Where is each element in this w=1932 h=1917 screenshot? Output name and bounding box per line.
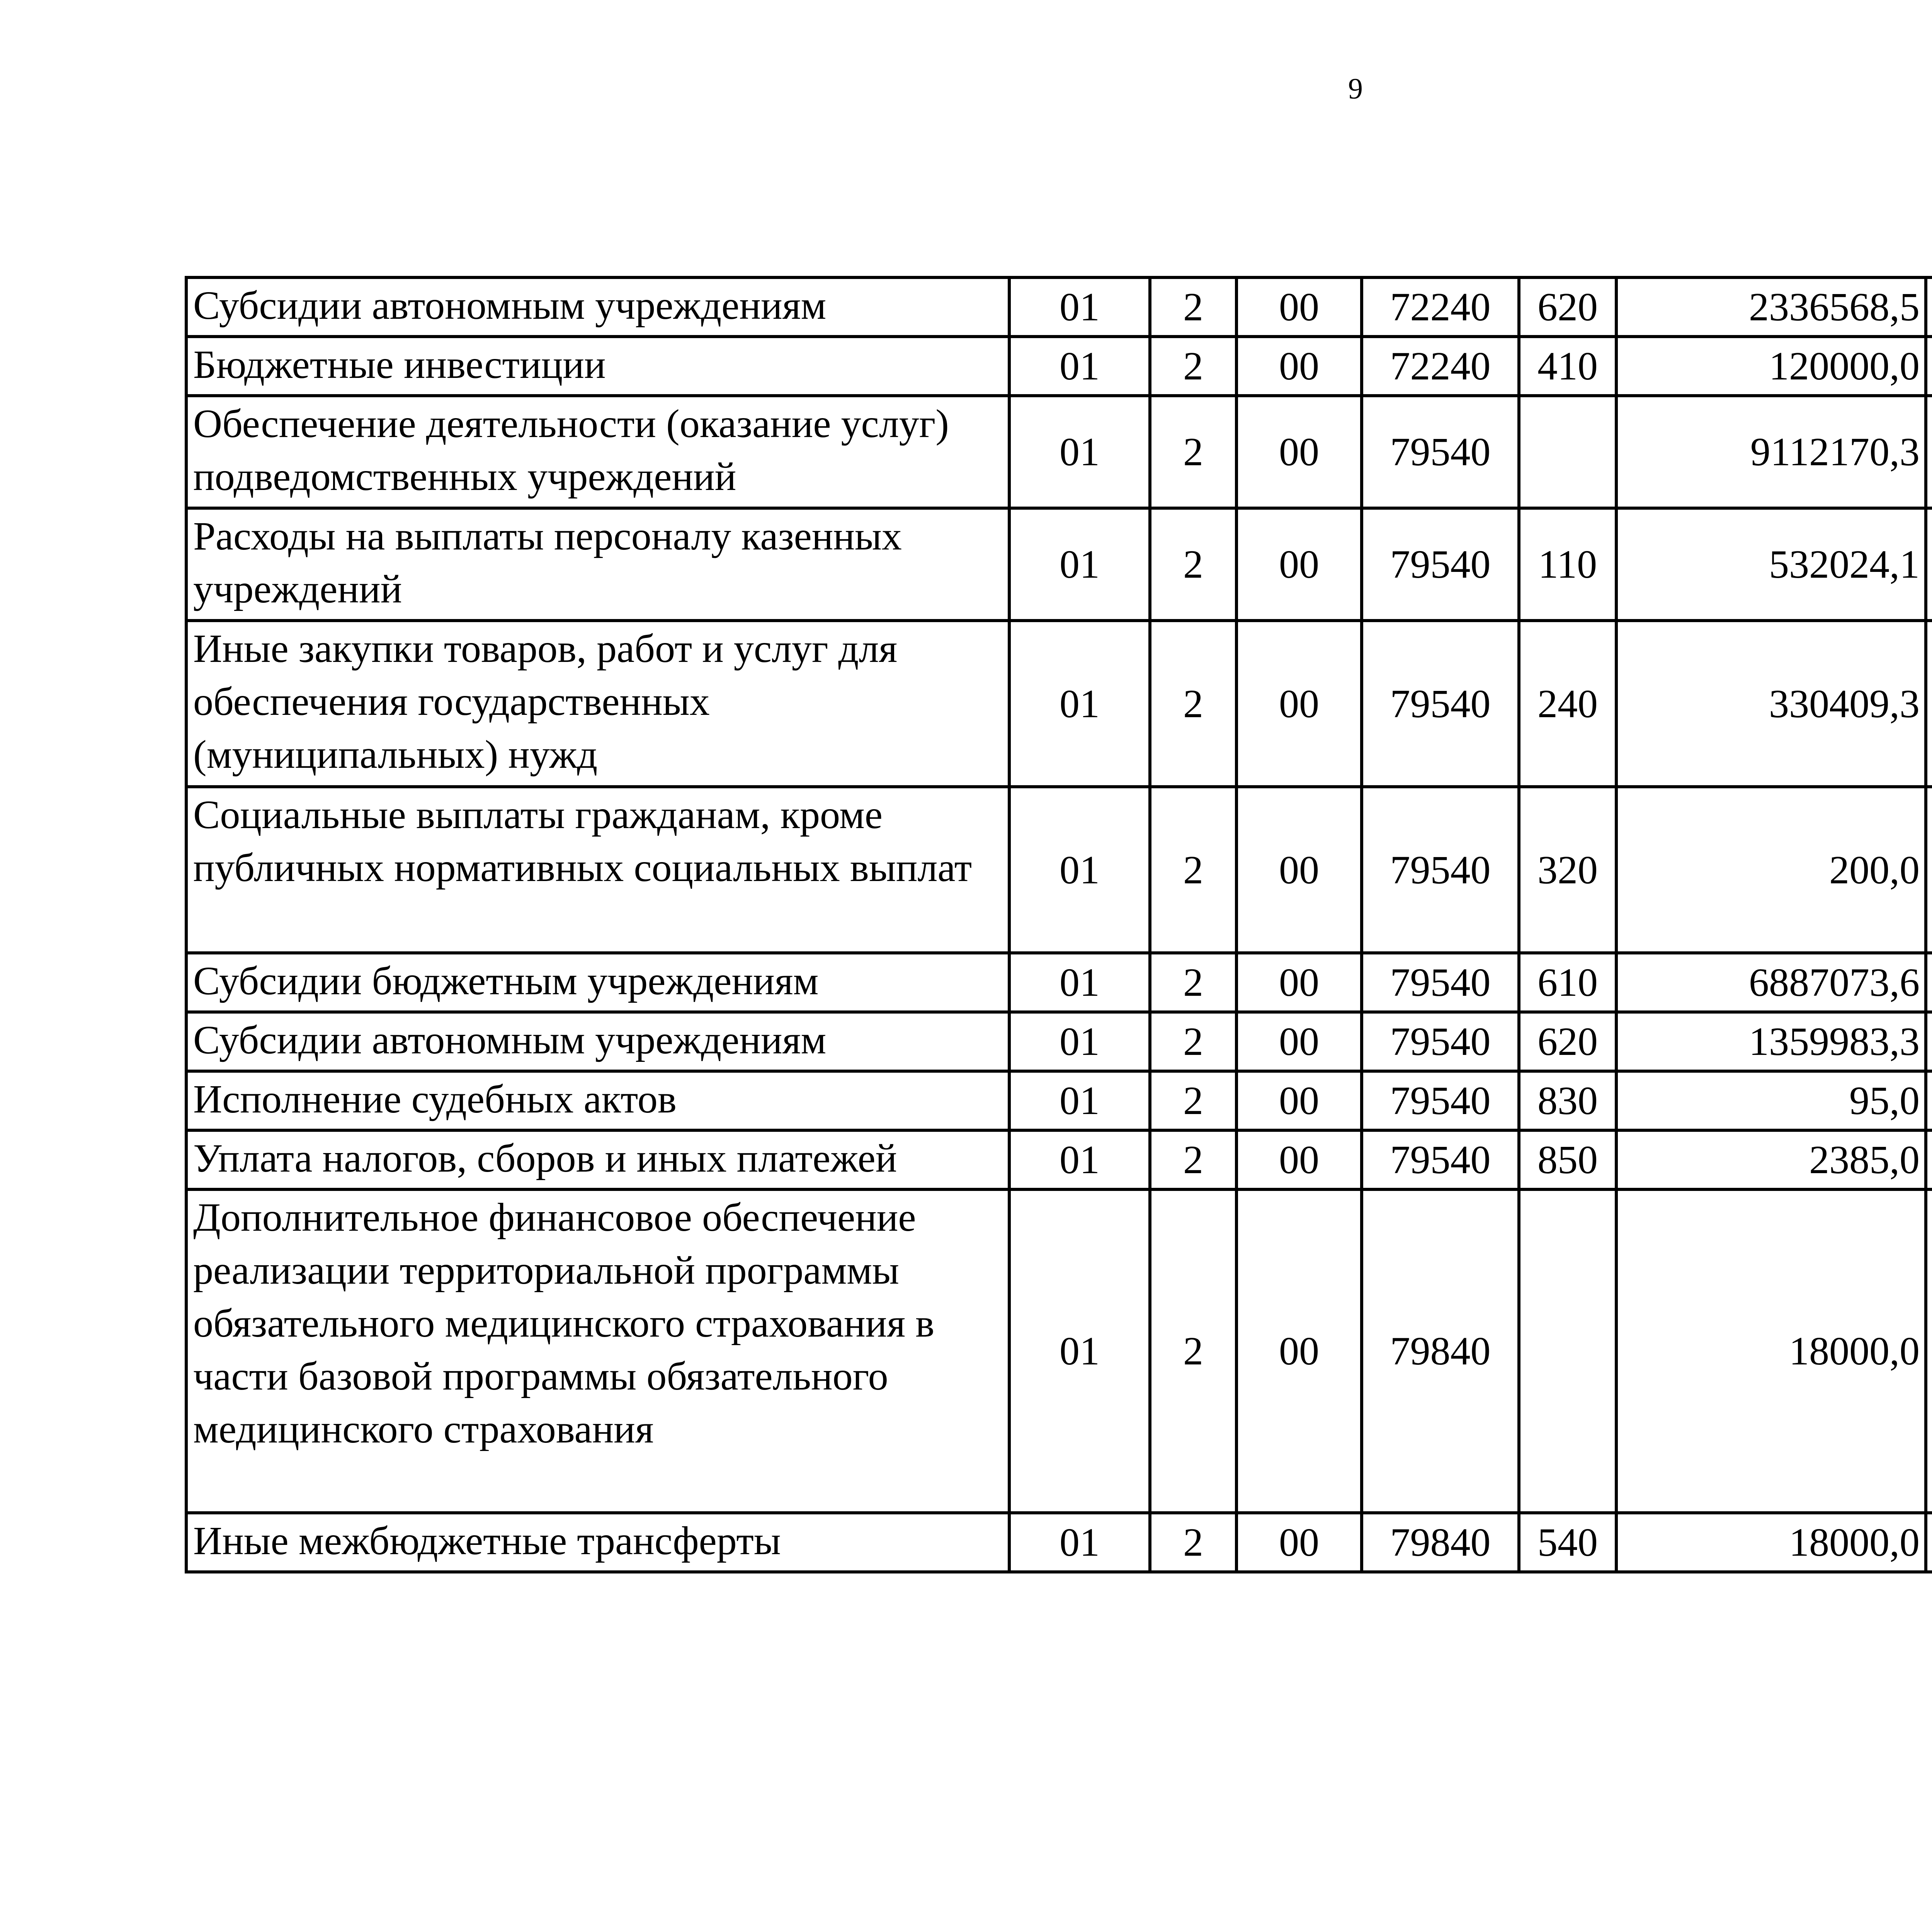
table-row [186, 1189, 1932, 1513]
row-name: Дополнительное финансовое обеспечение реализации территориальной программы обязательного медицинского страхования в части базовой программы обязательного медицинского страхования [186, 1189, 1009, 1513]
code-section: 01 [1009, 1071, 1150, 1130]
code-expense-type: 320 [1519, 787, 1616, 953]
code-direction: 72240 [1362, 337, 1519, 396]
table-row [186, 337, 1932, 396]
amount-2 [1926, 396, 1932, 508]
table-row [186, 396, 1932, 508]
amount-1: 330409,3 [1616, 621, 1926, 787]
table-row [186, 621, 1932, 787]
table-row [186, 1012, 1932, 1071]
code-program: 2 [1150, 1012, 1236, 1071]
code-program: 2 [1150, 621, 1236, 787]
amount-1: 2336568,5 [1616, 277, 1926, 337]
code-subprogram: 00 [1236, 1130, 1362, 1189]
table-row [186, 1513, 1932, 1572]
row-name: Субсидии автономным учреждениям [186, 1012, 1009, 1071]
code-section: 01 [1009, 1189, 1150, 1513]
amount-2 [1926, 621, 1932, 787]
code-section: 01 [1009, 396, 1150, 508]
code-expense-type: 850 [1519, 1130, 1616, 1189]
code-section: 01 [1009, 787, 1150, 953]
amount-1: 18000,0 [1616, 1513, 1926, 1572]
code-expense-type: 410 [1519, 337, 1616, 396]
code-expense-type [1519, 396, 1616, 508]
code-direction: 79540 [1362, 1130, 1519, 1189]
code-subprogram: 00 [1236, 1513, 1362, 1572]
code-section: 01 [1009, 337, 1150, 396]
code-section: 01 [1009, 277, 1150, 337]
amount-1: 532024,1 [1616, 508, 1926, 621]
amount-1: 18000,0 [1616, 1189, 1926, 1513]
code-program: 2 [1150, 337, 1236, 396]
code-direction: 79840 [1362, 1189, 1519, 1513]
row-name: Иные межбюджетные трансферты [186, 1513, 1009, 1572]
code-direction: 79540 [1362, 396, 1519, 508]
code-direction: 79540 [1362, 1071, 1519, 1130]
code-program: 2 [1150, 953, 1236, 1012]
code-program: 2 [1150, 1189, 1236, 1513]
code-expense-type: 540 [1519, 1513, 1616, 1572]
code-direction: 72240 [1362, 277, 1519, 337]
amount-1: 120000,0 [1616, 337, 1926, 396]
code-subprogram: 00 [1236, 953, 1362, 1012]
code-subprogram: 00 [1236, 508, 1362, 621]
amount-2 [1926, 508, 1932, 621]
code-subprogram: 00 [1236, 621, 1362, 787]
code-direction: 79540 [1362, 953, 1519, 1012]
table-row [186, 787, 1932, 953]
code-subprogram: 00 [1236, 1071, 1362, 1130]
amount-1: 1359983,3 [1616, 1012, 1926, 1071]
amount-2 [1926, 1189, 1932, 1513]
row-name: Обеспечение деятельности (оказание услуг) подведомственных учреждений [186, 396, 1009, 508]
row-name: Исполнение судебных актов [186, 1071, 1009, 1130]
code-expense-type: 110 [1519, 508, 1616, 621]
table-row [186, 953, 1932, 1012]
amount-1: 200,0 [1616, 787, 1926, 953]
code-section: 01 [1009, 953, 1150, 1012]
row-name: Субсидии бюджетным учреждениям [186, 953, 1009, 1012]
code-expense-type: 240 [1519, 621, 1616, 787]
code-program: 2 [1150, 1513, 1236, 1572]
table-row [186, 508, 1932, 621]
code-program: 2 [1150, 1130, 1236, 1189]
amount-2 [1926, 1071, 1932, 1130]
amount-2 [1926, 1012, 1932, 1071]
code-subprogram: 00 [1236, 396, 1362, 508]
code-subprogram: 00 [1236, 787, 1362, 953]
code-direction: 79540 [1362, 1012, 1519, 1071]
code-expense-type [1519, 1189, 1616, 1513]
code-expense-type: 620 [1519, 1012, 1616, 1071]
code-program: 2 [1150, 508, 1236, 621]
code-direction: 79540 [1362, 787, 1519, 953]
code-program: 2 [1150, 277, 1236, 337]
code-direction: 79540 [1362, 621, 1519, 787]
amount-2 [1926, 337, 1932, 396]
code-section: 01 [1009, 1012, 1150, 1071]
amount-1: 95,0 [1616, 1071, 1926, 1130]
table-row [186, 277, 1932, 337]
page-number: 9 [1348, 73, 1363, 105]
row-name: Уплата налогов, сборов и иных платежей [186, 1130, 1009, 1189]
amount-2 [1926, 1130, 1932, 1189]
code-subprogram: 00 [1236, 1012, 1362, 1071]
code-expense-type: 620 [1519, 277, 1616, 337]
row-name: Субсидии автономным учреждениям [186, 277, 1009, 337]
row-name: Расходы на выплаты персоналу казенных учреждений [186, 508, 1009, 621]
table-row [186, 1130, 1932, 1189]
row-name: Иные закупки товаров, работ и услуг для обеспечения государственных (муниципальных) нужд [186, 621, 1009, 787]
code-subprogram: 00 [1236, 337, 1362, 396]
code-expense-type: 830 [1519, 1071, 1616, 1130]
amount-2 [1926, 277, 1932, 337]
code-program: 2 [1150, 1071, 1236, 1130]
code-direction: 79540 [1362, 508, 1519, 621]
amount-2 [1926, 1513, 1932, 1572]
amount-2 [1926, 787, 1932, 953]
code-section: 01 [1009, 1130, 1150, 1189]
code-subprogram: 00 [1236, 277, 1362, 337]
code-direction: 79840 [1362, 1513, 1519, 1572]
code-section: 01 [1009, 1513, 1150, 1572]
row-name: Бюджетные инвестиции [186, 337, 1009, 396]
code-program: 2 [1150, 787, 1236, 953]
code-subprogram: 00 [1236, 1189, 1362, 1513]
code-program: 2 [1150, 396, 1236, 508]
amount-1: 9112170,3 [1616, 396, 1926, 508]
row-name: Социальные выплаты гражданам, кроме публичных нормативных социальных выплат [186, 787, 1009, 953]
code-section: 01 [1009, 621, 1150, 787]
table-row [186, 1071, 1932, 1130]
code-expense-type: 610 [1519, 953, 1616, 1012]
amount-1: 2385,0 [1616, 1130, 1926, 1189]
amount-2 [1926, 953, 1932, 1012]
amount-1: 6887073,6 [1616, 953, 1926, 1012]
budget-table [185, 276, 1932, 1573]
code-section: 01 [1009, 508, 1150, 621]
